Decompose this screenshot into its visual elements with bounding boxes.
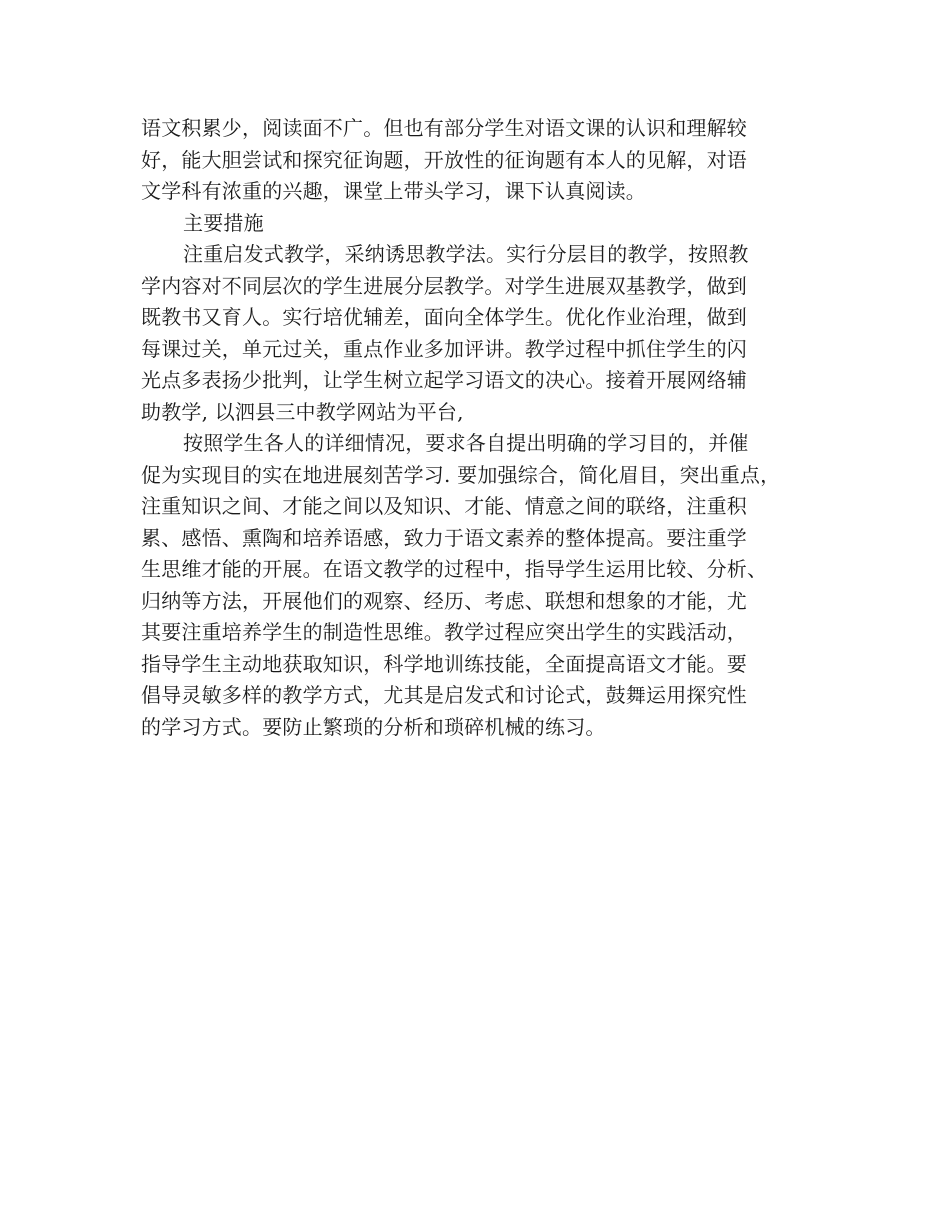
text-line: 归纳等方法，开展他们的观察、经历、考虑、联想和想象的才能，尤	[141, 588, 747, 613]
text-line: 光点多表扬少批判，让学生树立起学习语文的决心。接着开展网络辅	[141, 368, 747, 392]
text-line: 指导学生主动地获取知识，科学地训练技能，全面提高语文才能。要	[141, 651, 747, 676]
text-line: 注重知识之间、才能之间以及知识、才能、情意之间的联络，注重积	[141, 494, 747, 518]
text-line: 学内容对不同层次的学生进展分层教学。对学生进展双基教学，做到	[141, 273, 747, 298]
text-line: 助教学, 以泗县三中教学网站为平台,	[141, 399, 464, 424]
text-line: 既教书又育人。实行培优辅差，面向全体学生。优化作业治理，做到	[141, 305, 747, 329]
text-line: 好，能大胆尝试和探究征询题，开放性的征询题有本人的见解，对语	[141, 147, 747, 172]
text-line: 按照学生各人的详细情况，要求各自提出明确的学习目的，并催	[183, 431, 749, 455]
paragraph-3	[141, 428, 831, 743]
heading-text: 主要措施	[183, 210, 264, 235]
paragraph-1	[141, 113, 831, 208]
paragraph-2	[141, 239, 831, 428]
text-line: 文学科有浓重的兴趣，课堂上带头学习，课下认真阅读。	[141, 179, 646, 203]
text-line: 的学习方式。要防止繁琐的分析和琐碎机械的练习。	[141, 714, 606, 739]
text-line: 注重启发式教学，采纳诱思教学法。实行分层目的教学，按照教	[183, 242, 749, 266]
document-body	[141, 113, 831, 743]
section-heading-measures	[141, 208, 831, 240]
text-line: 累、感悟、熏陶和培养语感，致力于语文素养的整体提高。要注重学	[141, 525, 747, 550]
text-line: 语文积累少，阅读面不广。但也有部分学生对语文课的认识和理解较	[141, 116, 747, 140]
text-line: 每课过关，单元过关，重点作业多加评讲。教学过程中抓住学生的闪	[141, 336, 747, 361]
text-line: 倡导灵敏多样的教学方式，尤其是启发式和讨论式，鼓舞运用探究性	[141, 683, 747, 707]
text-line: 促为实现目的实在地进展刻苦学习. 要加强综合，简化眉目，突出重点，	[141, 462, 781, 487]
text-line: 生思维才能的开展。在语文教学的过程中，指导学生运用比较、分析、	[141, 557, 768, 581]
text-line: 其要注重培养学生的制造性思维。教学过程应突出学生的实践活动，	[141, 620, 747, 644]
